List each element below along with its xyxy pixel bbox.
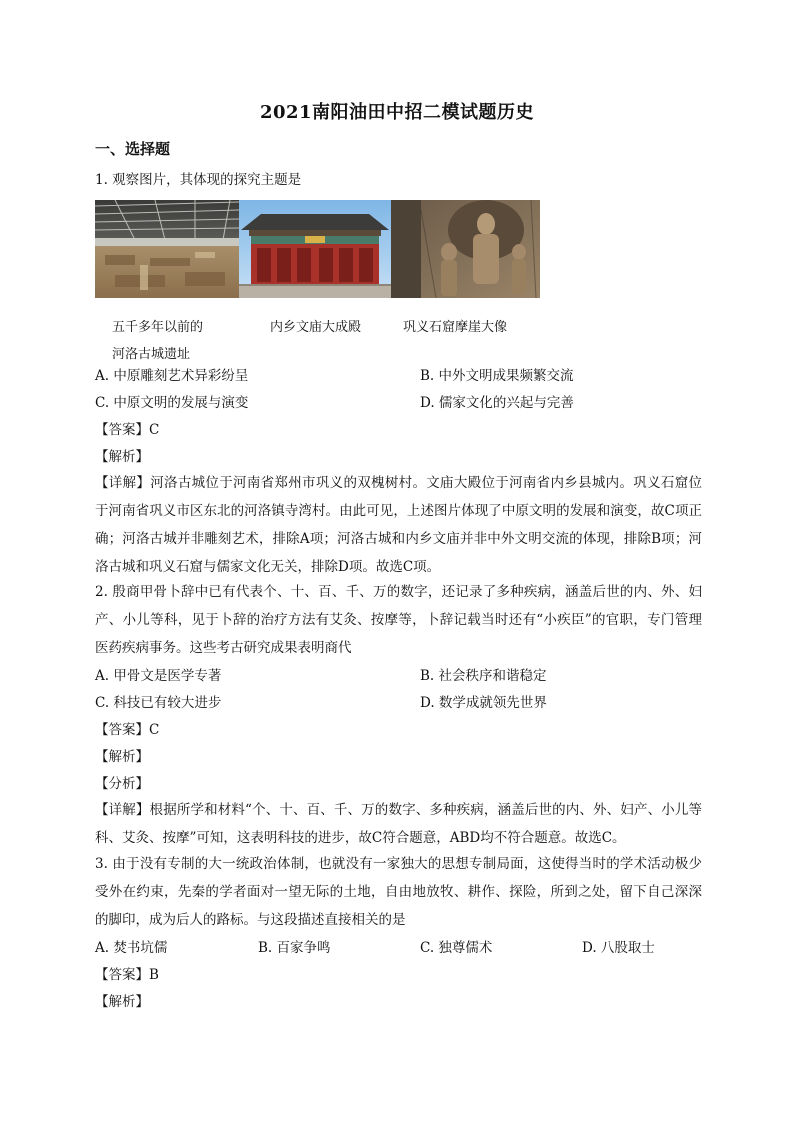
q3-answer: 【答案】B <box>95 967 159 983</box>
q1-option-d: D. 儒家文化的兴起与完善 <box>420 395 574 411</box>
q3-option-b: B. 百家争鸣 <box>258 940 331 956</box>
q1-image-confucian-temple-hall <box>239 200 391 298</box>
section-heading: 一、选择题 <box>95 140 171 158</box>
q1-analysis-label: 【解析】 <box>95 449 149 465</box>
q1-option-c: C. 中原文明的发展与演变 <box>95 395 249 411</box>
q3-analysis-label: 【解析】 <box>95 994 149 1010</box>
page-title: 2021南阳油田中招二模试题历史 <box>259 102 535 123</box>
q1-image-ancient-city-site <box>95 200 239 298</box>
q2-answer: 【答案】C <box>95 722 160 738</box>
q3-option-c: C. 独尊儒术 <box>420 940 493 956</box>
q1-detail: 【详解】河洛古城位于河南省郑州市巩义的双槐树村。文庙大殿位于河南省内乡县城内。巩义石窟位于河南省巩义市区东北的河洛镇寺湾村。由此可见，上述图片体现了中原文明的发展和演变，故C项正确；河洛古城并非雕刻艺术，排除A项；河洛古城和内乡文庙并非中外文明交流的体现，排除B项；河洛古城和巩义石窟与儒家文化无关，排除D项。故选C项。 <box>95 475 702 575</box>
q1-caption-1b: 河洛古城遗址 <box>112 347 191 362</box>
q3-option-d: D. 八股取士 <box>582 940 655 956</box>
q1-caption-1a: 五千多年以前的 <box>112 320 204 335</box>
q1-answer: 【答案】C <box>95 422 160 438</box>
q1-image-grotto-buddha <box>391 200 540 298</box>
q2-stem: 2. 殷商甲骨卜辞中已有代表个、十、百、千、万的数字，还记录了多种疾病，涵盖后世的内、外、妇产、小儿等科，见于卜辞的治疗方法有艾灸、按摩等，卜辞记载当时还有“小疾臣”的官职，专门管理医药疾病事务。这些考古研究成果表明商代 <box>95 584 702 656</box>
q3-option-a: A. 焚书坑儒 <box>95 940 168 956</box>
q2-option-b: B. 社会秩序和谐稳定 <box>420 668 547 684</box>
q2-option-d: D. 数学成就领先世界 <box>420 695 547 711</box>
q2-option-a: A. 甲骨文是医学专著 <box>95 668 222 684</box>
q2-detail: 【详解】根据所学和材料“个、十、百、千、万的数字、多种疾病，涵盖后世的内、外、妇产、小儿等科、艾灸、按摩”可知，这表明科技的进步，故C符合题意，ABD均不符合题意。故选C。 <box>95 802 702 846</box>
q1-caption-2: 内乡文庙大成殿 <box>270 320 362 335</box>
q1-option-a: A. 中原雕刻艺术异彩纷呈 <box>95 368 249 384</box>
q3-stem: 3. 由于没有专制的大一统政治体制，也就没有一家独大的思想专制局面，这使得当时的学术活动极少受外在约束，先秦的学者面对一望无际的土地，自由地放牧、耕作、探险，所到之处，留下自己深深的脚印，成为后人的路标。与这段描述直接相关的是 <box>95 856 702 928</box>
q2-analysis-label: 【解析】 <box>95 749 149 765</box>
q2-option-c: C. 科技已有较大进步 <box>95 695 222 711</box>
q1-caption-3: 巩义石窟摩崖大像 <box>403 320 508 335</box>
q2-fenxi-label: 【分析】 <box>95 776 149 792</box>
q1-option-b: B. 中外文明成果频繁交流 <box>420 368 574 384</box>
q1-stem: 1. 观察图片，其体现的探究主题是 <box>95 172 302 188</box>
